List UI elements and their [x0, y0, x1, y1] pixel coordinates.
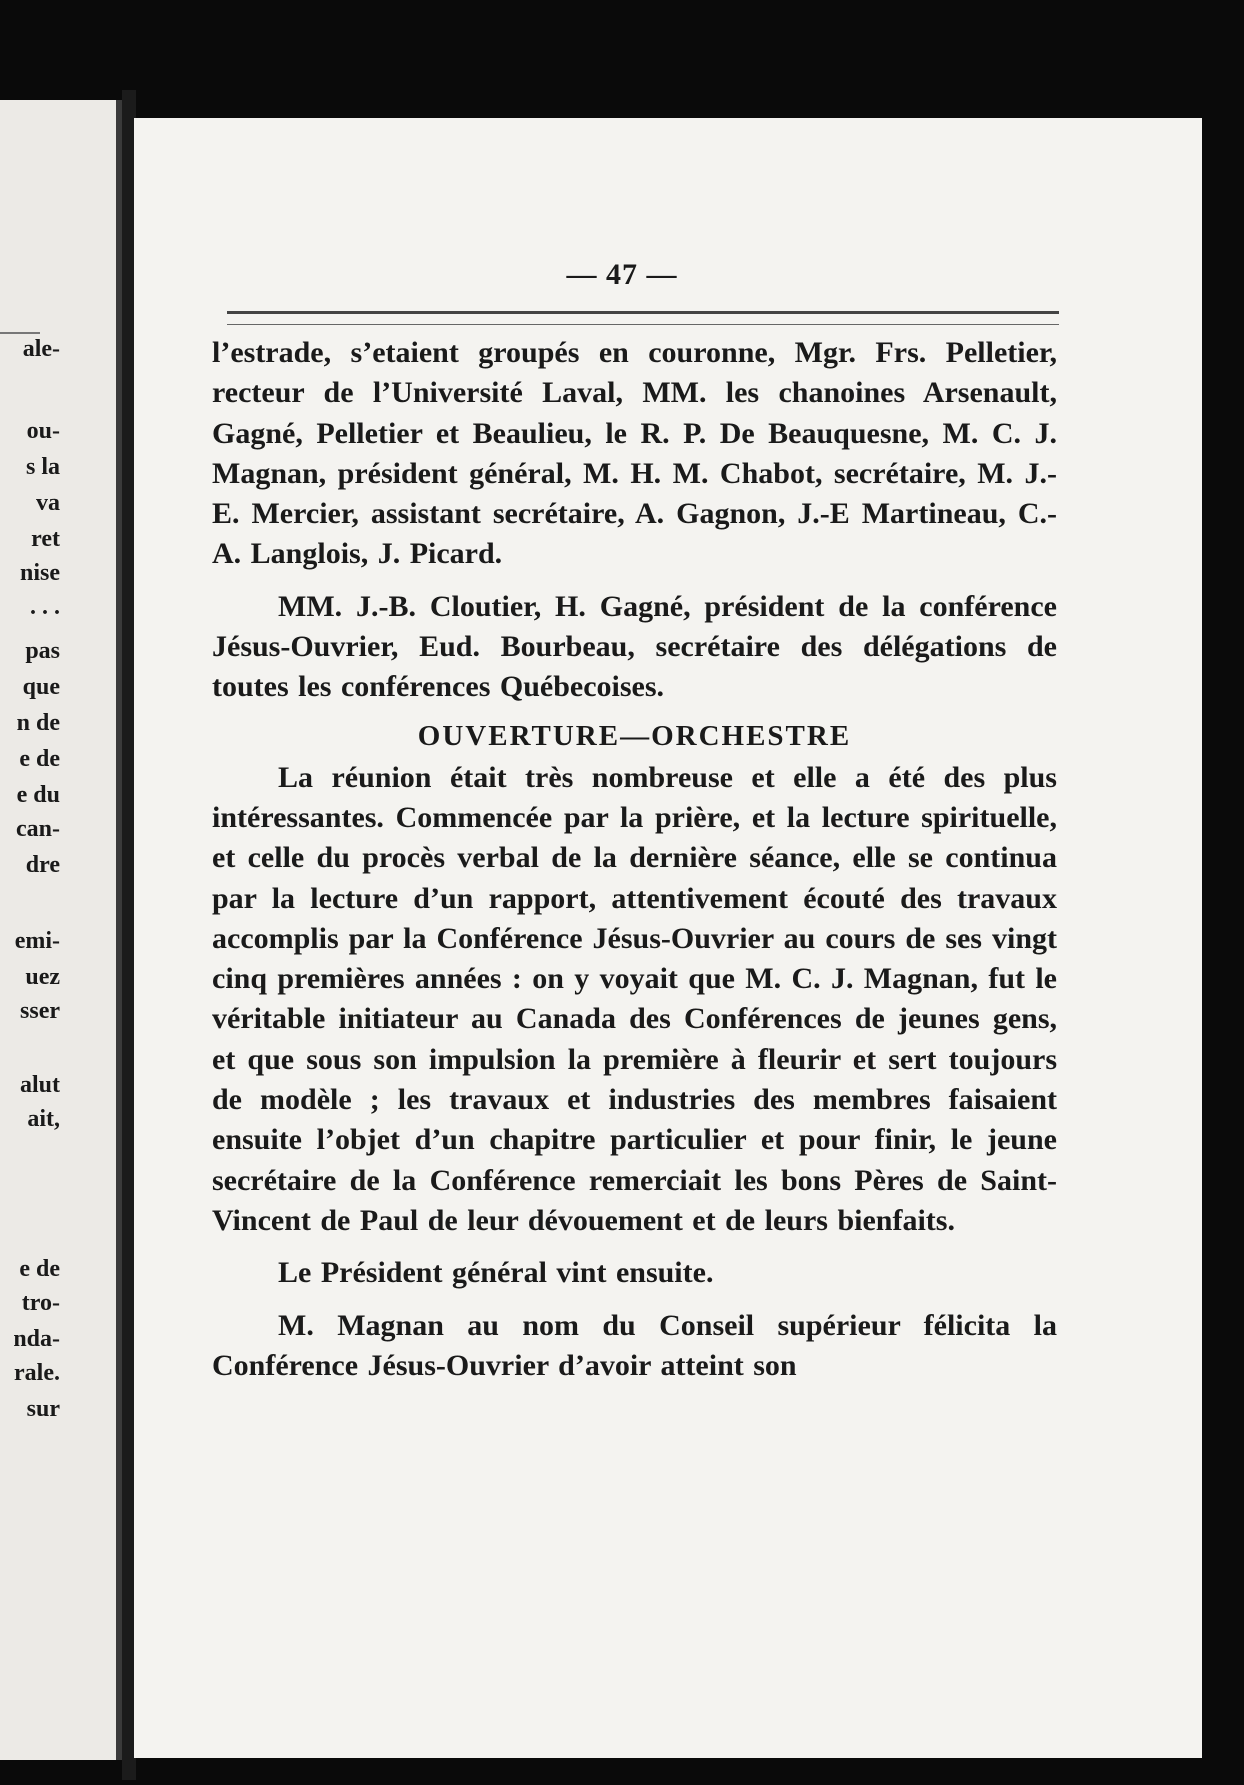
left-page-fragment: . . . [30, 594, 60, 620]
page-body [212, 333, 1057, 1386]
left-page-fragment: e de [19, 746, 60, 772]
left-page-fragment: can- [16, 816, 60, 842]
left-page-fragment: uez [25, 964, 60, 990]
left-facing-page [0, 100, 122, 1760]
section-heading: OUVERTURE—ORCHESTRE [417, 719, 852, 752]
left-page-fragment: nda- [13, 1326, 60, 1352]
left-page-fragment: s la [25, 454, 60, 480]
paragraph-president: Le Président général vint ensuite. [278, 1256, 714, 1290]
left-page-header-rule [0, 332, 40, 334]
left-page-fragment: emi- [14, 928, 60, 954]
paragraph-magnan: M. Magnan au nom du Conseil supérieur félicita la Conférence Jésus-Ouvrier d’avoir atteint son [212, 1308, 1057, 1382]
left-page-fragment: rale. [14, 1360, 60, 1386]
left-page-fragment: e du [16, 782, 60, 808]
left-page-fragment: n de [16, 710, 60, 736]
left-page-fragment: nise [19, 560, 60, 586]
header-rule [227, 311, 1059, 325]
left-page-fragment: ale- [22, 336, 60, 362]
paragraph-delegations: MM. J.-B. Cloutier, H. Gagné, président de la conférence Jésus-Ouvrier, Eud. Bourbeau, secrétaire des délégations de toutes les conférences Québecoises. [212, 589, 1057, 704]
left-page-fragment: tro- [21, 1290, 60, 1316]
left-page-fragment: pas [25, 638, 60, 664]
left-page-fragment: que [22, 674, 60, 700]
left-page-fragment: alut [19, 1072, 60, 1098]
left-page-fragment: sser [20, 998, 60, 1024]
paragraph-reunion: La réunion était très nombreuse et elle a été des plus intéressantes. Commencée par la prière, et la lecture spirituelle, et celle du procès verbal de la dernière séance, elle se continua par la lecture d’un rapport, attentivement écouté des travaux accomplis par la Conférence Jésus-Ouvrier au cours de ses vingt cinq premières années : on y voyait que M. C. J. Magnan, fut le véritable initiateur au Canada des Conférences de jeunes gens, et que sous son impulsion la première à fleurir et sert toujours de modèle ; les travaux et industries des membres faisaient ensuite l’objet d’un chapitre particulier et pour finir, le jeune secrétaire de la Conférence remerciait les bons Pères de Saint-Vincent de Paul de leur dévouement et de leurs bienfaits. [212, 760, 1057, 1237]
left-page-fragment: sur [26, 1396, 60, 1422]
left-page-fragment: dre [25, 852, 60, 878]
page-number: — 47 — [566, 258, 678, 291]
paragraph-estrade: l’estrade, s’etaient groupés en couronne, Mgr. Frs. Pelletier, recteur de l’Université Laval, MM. les chanoines Arsenault, Gagné, Pelletier et Beaulieu, le R. P. De Beauquesne, M. C. J. Magnan, président général, M. H. M. Chabot, secrétaire, M. J.-E. Mercier, assistant secrétaire, A. Gagnon, J.-E Martineau, C.-A. Langlois, J. Picard. [212, 336, 1057, 571]
left-page-fragment: e de [19, 1256, 60, 1282]
left-page-fragment: va [36, 490, 60, 516]
left-page-fragment: ait, [27, 1106, 60, 1132]
left-page-fragment: ret [31, 526, 60, 552]
left-page-fragment: ou- [26, 418, 60, 444]
